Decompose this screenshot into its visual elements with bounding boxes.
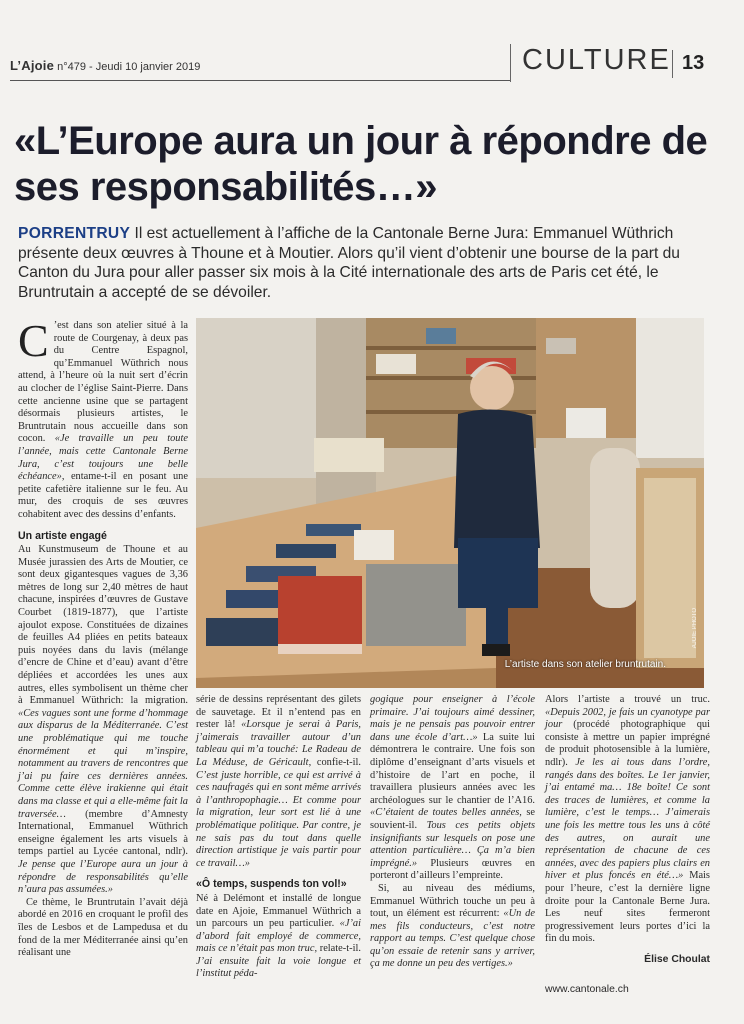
author-signature: Élise Choulat bbox=[644, 953, 710, 965]
column-3 bbox=[370, 694, 535, 971]
section-divider bbox=[672, 50, 673, 78]
paragraph-career: Né à Delémont et installé de longue date en Ajoie, Emmanuel Wüthrich a un parcours un peu particulier. «J’ai d’abord fait employé de commerce, mais ce n’était pas mon truc, relate-t-il. J’ai ensuite fait la voie longue et l’institut péda- bbox=[196, 892, 361, 980]
paragraph-intro: C ’est dans son atelier situé à la route de Courgenay, à deux pas du Centre Espagnol, qu’Emmanuel Wüthrich nous attend, à l’heure où la nuit sert d’écrin au clocher de l’église Saint-Pierre. Dans cette ancienne usine que se partagent désormais plusieurs artistes, le Bruntrutain nous accueille dans son cocon. «Je travaille un peu toute l’année, mais cette Cantonale Berne Jura, c’est toujours une belle échéance», entame-t-il en posant une petite cafetière italienne sur le feu. Au mur, des croquis de ses œuvres cohabitent avec des dessins d’enfants. bbox=[18, 315, 188, 520]
photo-credit: AJOIE PHOTO bbox=[692, 607, 698, 648]
drop-cap: C bbox=[18, 315, 49, 366]
paragraph-paris: série de dessins représentant des gilets de sauvetage. Et il n’entend pas en rester là! «Lorsque je serai à Paris, j’aimerais travailler autour d’un tableau qui m’a touché: Le Radeau de La Méduse, de Géricault, confie-t-il. C’est juste horrible, ce qui est arrivé à ces naufragés qui en sont même arrivés à l’anthropophagie… Et comme pour la migration, leur sort est lié à une problématique politique. Par contre, je ne sais pas du tout dans quelle direction artistique je vais partir pour ce travail…» bbox=[196, 694, 361, 869]
subheading-time: «Ô temps, suspends ton vol!» bbox=[196, 878, 347, 891]
lead-place: PORRENTRUY bbox=[18, 225, 131, 242]
column-1 bbox=[18, 315, 188, 960]
paragraph-theme: Ce thème, le Bruntrutain l’avait déjà abordé en 2016 en croquant le profil des îles de Lesbos et de Lampedusa et du fond de la mer Méditerranée ainsi qu’en réalisant une bbox=[18, 896, 188, 959]
column-4 bbox=[545, 694, 710, 997]
website-link[interactable]: www.cantonale.ch bbox=[545, 984, 629, 996]
issue-date: n°479 - Jeudi 10 janvier 2019 bbox=[57, 61, 201, 73]
paragraph-waves: Au Kunstmuseum de Thoune et au Musée jurassien des Arts de Moutier, ce sont deux gigantesques vagues de 3,36 mètres de long sur 2,40 mètres de haut chacune, inspirées d’œuvres de Gustave Courbet (1819-1877), que l’artiste ajoulot expose. Constituées de dizaines de feuilles A4 pliées en petits bateaux puis noyées dans du lavis (mélange d’encre de Chine et d’eau) avant d’être dépliées et accordées les unes aux autres, elles symbolisent un thème cher à Emmanuel Wüthrich: la migration. «Ces vagues sont une forme d’hommage aux disparus de la Méditerranée. C’est une problématique qui me touche énormément et qui m’inspire, notamment au travers de rencontres que j’ai pu faire ces dernières années. Comme cette élève irakienne qui était dans ma classe et qui a elle-même fait la traversée… (membre d’Amnesty International, Emmanuel Wüthrich enseigne également les arts visuels à temps partiel au Lycée cantonal, ndlr). Je pense que l’Europe aura un jour à répondre de responsabilités qu’elle n’aura pas assumées.» bbox=[18, 544, 188, 896]
photo-caption: L’artiste dans son atelier bruntrutain. bbox=[504, 659, 666, 670]
header-rule bbox=[10, 80, 510, 81]
subheading-engaged: Un artiste engagé bbox=[18, 529, 107, 542]
lead-text: Il est actuellement à l’affiche de la Cantonale Berne Jura: Emmanuel Wüthrich présente deux œuvres à Thoune et à Moutier. Alors qu’il vient d’obtenir une bourse de la part du Canton du Jura pour aller passer six mois à la Cité internationale des arts de Paris cet été, le Bruntrutain a accepté de se dévoiler. bbox=[18, 225, 680, 301]
paragraph-school: gogique pour enseigner à l’école primaire. J’ai toujours aimé dessiner, mais je ne pensais pas pouvoir entrer dans une école d’art…» La suite lui démontrera le contraire. Une fois son diplôme d’enseignant d’arts visuels et d’histoire de l’art en poche, il travaillera plusieurs années avec les archéologues sur le chantier de l’A16. «C’étaient de toutes belles années, se souvient-il. Tous ces petits objets insignifiants sur lesquels on pose une attention particulière… Ça m’a bien imprégné.» Plusieurs œuvres en porteront d’ailleurs l’empreinte. bbox=[370, 694, 535, 882]
masthead bbox=[10, 58, 200, 73]
page-number: 13 bbox=[682, 52, 705, 74]
paragraph-mediums: Si, au niveau des médiums, Emmanuel Wüthrich touche un peu à tout, un élément est récurrent: «Un de mes fils conducteurs, c’est notre rapport au temps. C’est quelque chose qu’on essaie de retenir sans y arriver, ça me donne un peu des vertiges.» bbox=[370, 882, 535, 970]
atelier-photo-illustration bbox=[196, 318, 704, 688]
article-title: «L’Europe aura un jour à répondre de ses responsabilités…» bbox=[14, 119, 708, 209]
article-lead bbox=[18, 224, 718, 302]
article-photo bbox=[196, 318, 704, 688]
section-name: CULTURE bbox=[522, 44, 671, 76]
paper-name: L’Ajoie bbox=[10, 58, 55, 73]
paragraph-cyanotype: Alors l’artiste a trouvé un truc. «Depuis 2002, je fais un cyanotype par jour (procédé photographique qui consiste à mettre un papier imprégné de produit photosensible à la lumière, ndlr). Je les ai tous dans l’ordre, rangés dans des boîtes. Le 1er janvier, j’ai entamé ma… 18e boîte! Ce sont des traces de lumières, et comme la lumière, c’est le temps… J’aimerais une fois les mettre tous les uns à côté des autres, on aurait une représentation de chacune de ces années, avec des papiers plus clairs en hiver et plus foncés en été…» Mais pour l’heure, c’est la dernière ligne droite pour la Cantonale Berne Jura. Les neuf sites fermeront progressivement leurs portes d’ici la fin du mois. bbox=[545, 694, 710, 945]
column-2 bbox=[196, 694, 361, 981]
